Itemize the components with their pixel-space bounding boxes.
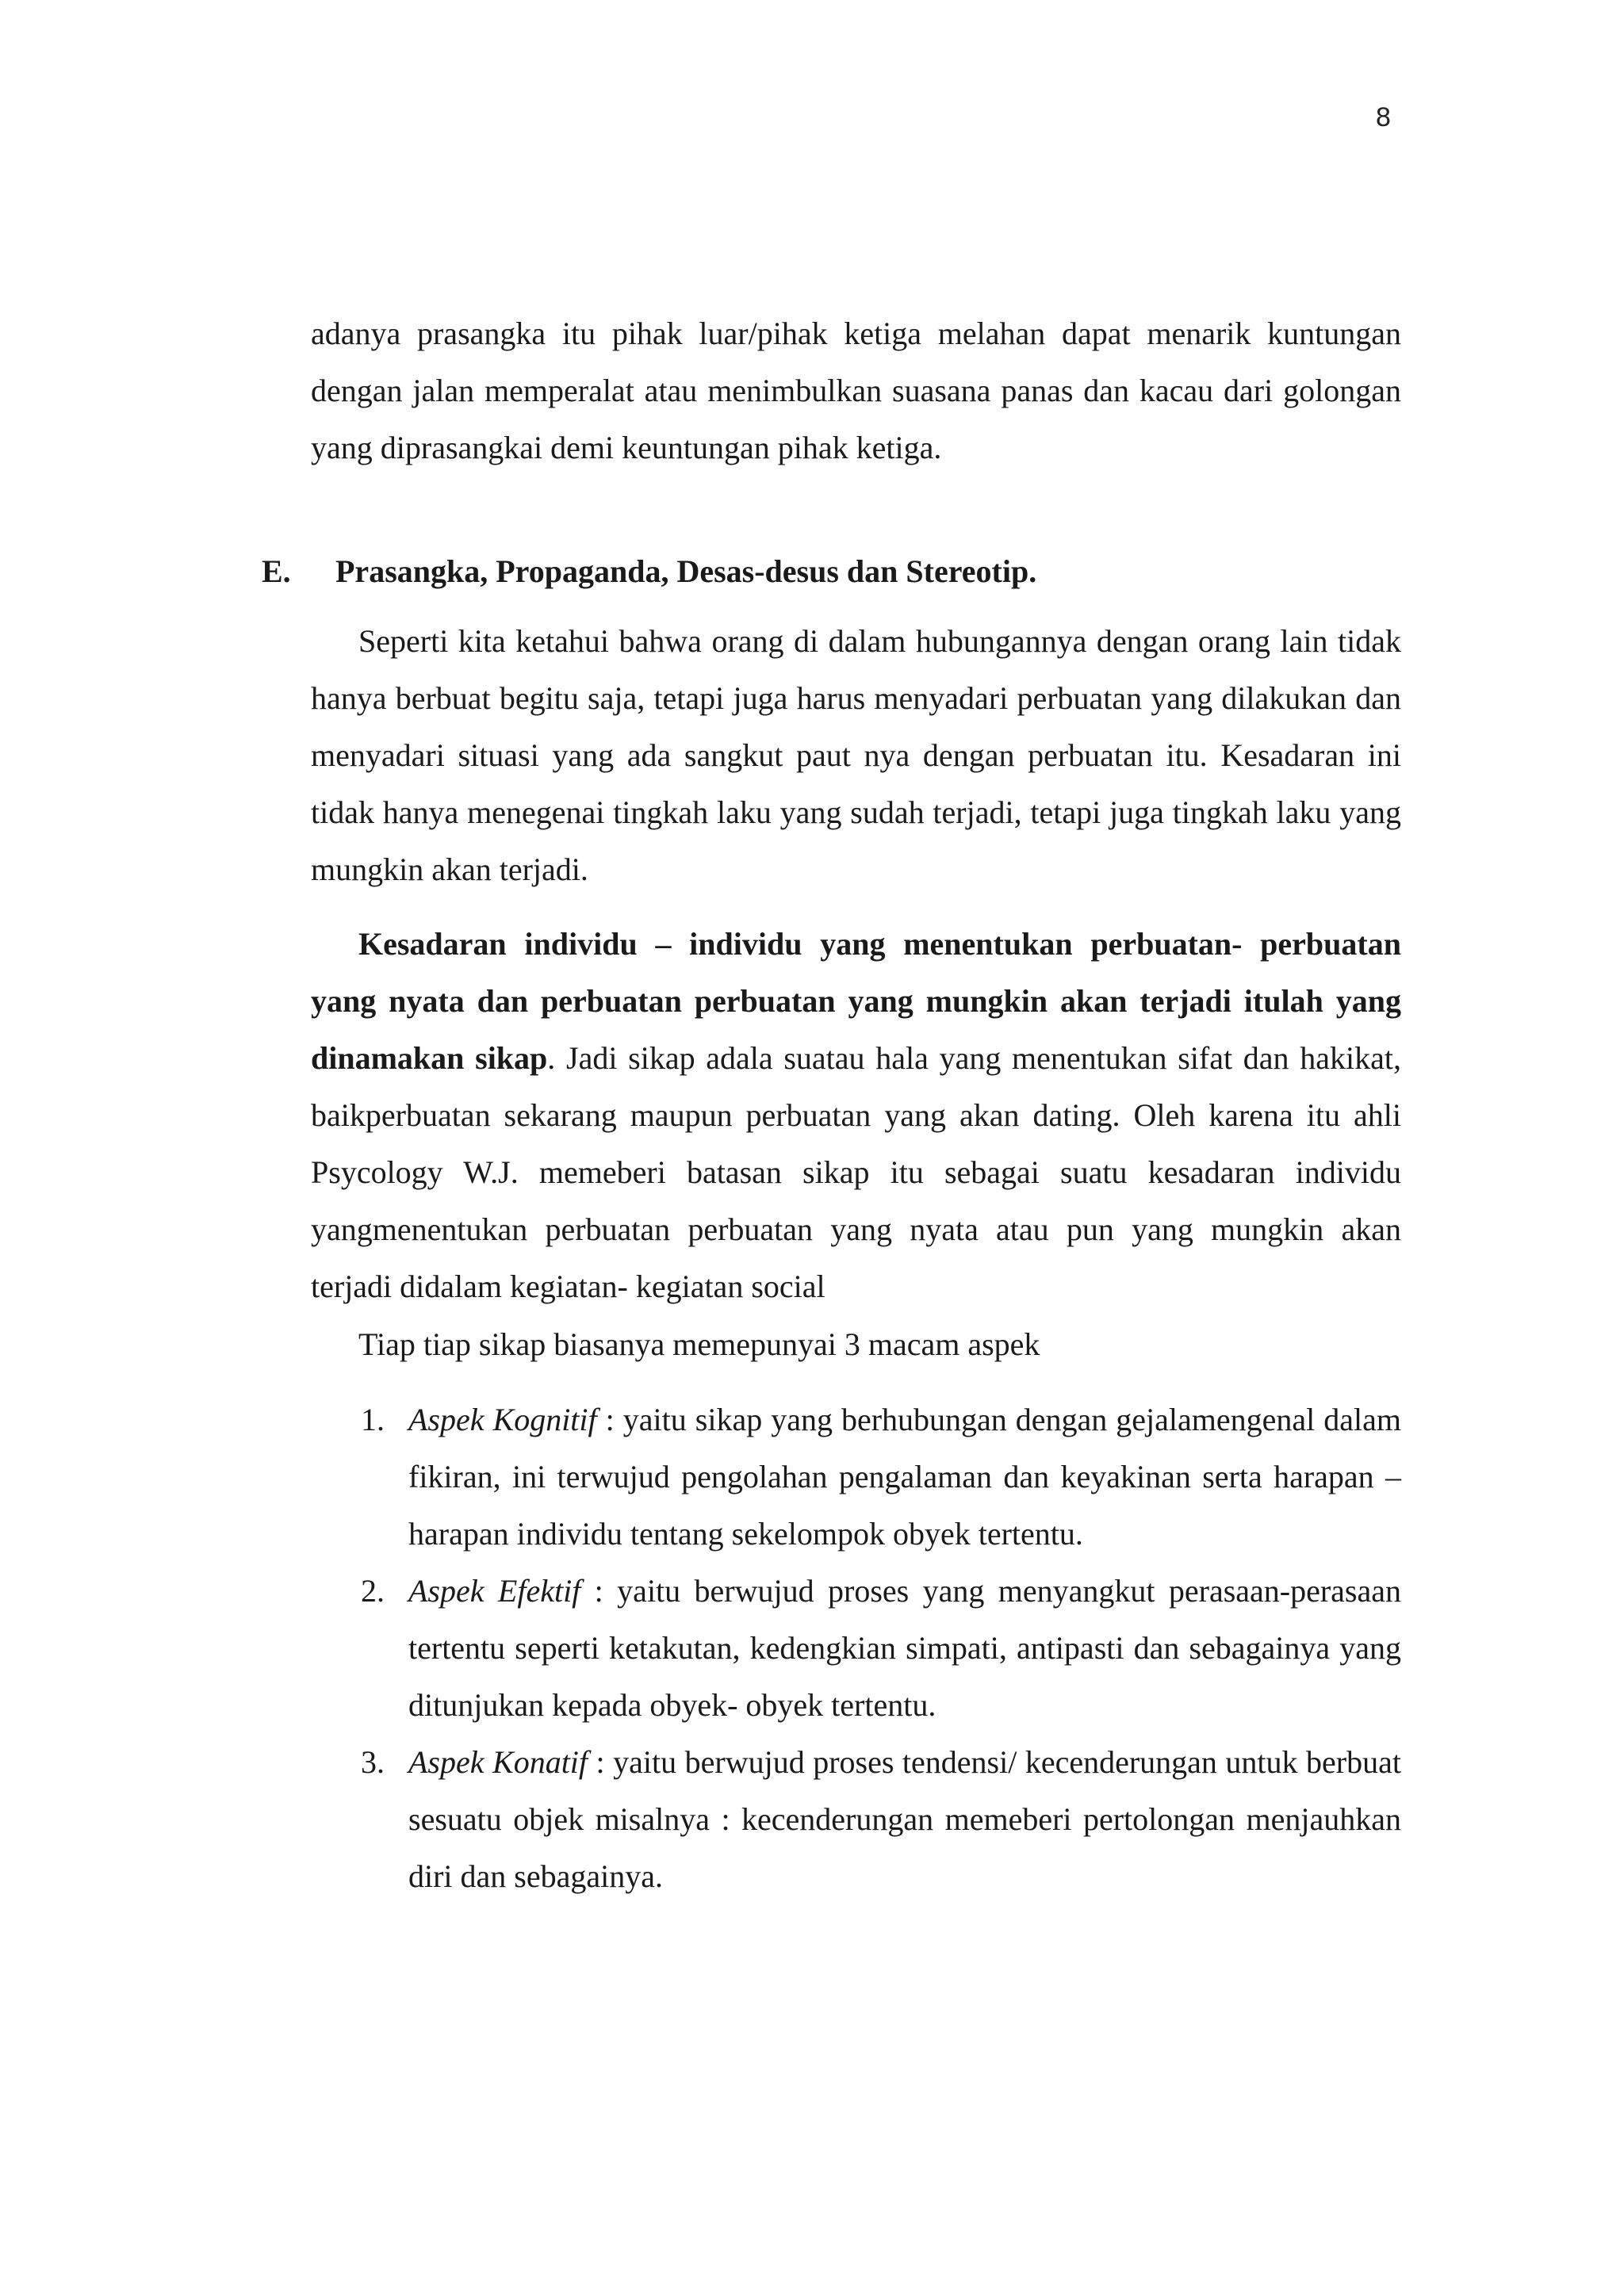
- section-heading: [262, 543, 1404, 600]
- aspect-term: Aspek Kognitif: [408, 1402, 597, 1437]
- aspect-term: Aspek Efektif: [408, 1573, 581, 1609]
- paragraph-1: Seperti kita ketahui bahwa orang di dalam hubungannya dengan orang lain tidak hanya berbuat begitu saja, tetapi juga harus menyadari perbuatan yang dilakukan dan menyadari situasi yang ada sangkut paut nya dengan perbuatan itu. Kesadaran ini tidak hanya menegenai tingkah laku yang sudah terjadi, tetapi juga tingkah laku yang mungkin akan terjadi.: [311, 623, 1401, 887]
- paragraph-3-block: [311, 1316, 1401, 1373]
- intro-block: [311, 305, 1401, 476]
- section-letter: E.: [262, 553, 291, 589]
- aspect-text: : yaitu sikap yang berhubungan dengan gejalamengenal dalam fikiran, ini terwujud pengolahan pengalaman dan keyakinan serta harapan –harapan individu tentang sekelompok obyek tertentu.: [408, 1402, 1402, 1552]
- list-item: [361, 1734, 1401, 1905]
- aspect-list: [361, 1391, 1401, 1905]
- aspect-term: Aspek Konatif: [408, 1744, 588, 1780]
- paragraph-2: [311, 916, 1401, 1315]
- aspect-text: : yaitu berwujud proses yang menyangkut perasaan-perasaan tertentu seperti ketakutan, kedengkian simpati, antipasti dan sebagainya yang ditunjukan kepada obyek- obyek tertentu.: [408, 1573, 1401, 1723]
- paragraph-2-block: [311, 916, 1401, 1315]
- sikap-definition-bold: Kesadaran individu – individu yang menentukan perbuatan- perbuatan yang nyata dan perbuatan perbuatan yang mungkin akan terjadi itulah yang dinamakan sikap: [311, 926, 1401, 1076]
- paragraph-1-block: [311, 613, 1401, 898]
- list-item-number: 2.: [361, 1573, 385, 1609]
- paragraph-2-rest: . Jadi sikap adala suatau hala yang menentukan sifat dan hakikat, baikperbuatan sekarang maupun perbuatan yang akan dating. Oleh karena itu ahli Psycology W.J. memeberi batasan sikap itu sebagai suatu kesadaran individu yangmenentukan perbuatan perbuatan yang nyata atau pun yang mungkin akan terjadi didalam kegiatan- kegiatan social: [311, 1040, 1401, 1304]
- intro-paragraph: adanya prasangka itu pihak luar/pihak ketiga melahan dapat menarik kuntungan dengan jalan memperalat atau menimbulkan suasana panas dan kacau dari golongan yang diprasangkai demi keuntungan pihak ketiga.: [311, 316, 1401, 465]
- section-title: Prasangka, Propaganda, Desas-desus dan Stereotip.: [335, 553, 1037, 589]
- page-number: 8: [1376, 102, 1391, 132]
- list-item-number: 3.: [361, 1744, 385, 1780]
- list-item: [361, 1563, 1401, 1734]
- list-item: [361, 1391, 1401, 1563]
- aspect-text: : yaitu berwujud proses tendensi/ kecenderungan untuk berbuat sesuatu objek misalnya : kecenderungan memeberi pertolongan menjauhkan diri dan sebagainya.: [408, 1744, 1401, 1894]
- paragraph-3: Tiap tiap sikap biasanya memepunyai 3 macam aspek: [358, 1326, 1040, 1362]
- list-item-number: 1.: [361, 1402, 385, 1437]
